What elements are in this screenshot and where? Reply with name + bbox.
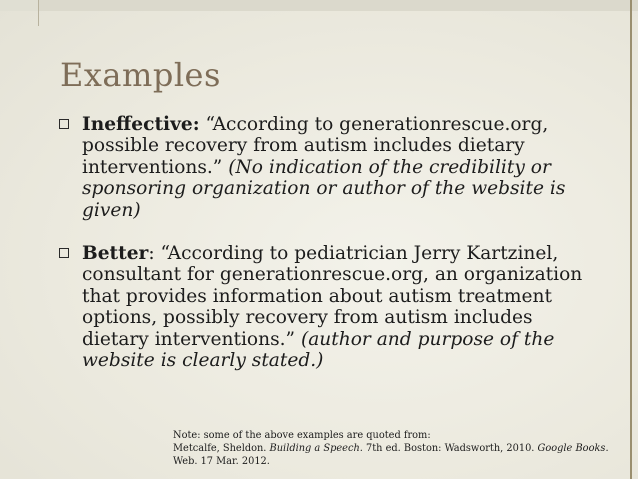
bullet-label: Better (82, 243, 149, 265)
citation-period: . (605, 442, 609, 454)
slide-title: Examples (60, 56, 221, 94)
bullet-label: Ineffective: (82, 114, 200, 135)
hollow-square-icon (59, 248, 69, 258)
note-citation (173, 443, 613, 456)
citation-book-title: Building a Speech (269, 442, 360, 454)
bullet-list (56, 114, 596, 371)
top-decorative-bar-accent (38, 0, 638, 11)
bullet-quote: “According to pediatrician Jerry Kartzinel, consultant for generationrescue.org, an organization that provides information about autism treatment options, possibly recovery from autism includes dietary interventions.” (82, 243, 583, 350)
bullet-comment: (author and purpose of the website is clearly stated.) (82, 328, 555, 372)
bullet-item-better (56, 243, 596, 371)
note-intro: Note: some of the above examples are quoted from: (173, 430, 431, 441)
hollow-square-icon (59, 119, 69, 129)
bullet-item-ineffective (56, 114, 596, 221)
citation-publication: . 7th ed. Boston: Wadsworth, 2010. (359, 442, 538, 454)
citation-source-title: Google Books (537, 442, 606, 454)
right-decorative-border (630, 0, 632, 479)
bullet-comment: (No indication of the credibility or sponsoring organization or author of the website is given) (82, 156, 566, 221)
bullet-label-suffix: : (148, 243, 155, 265)
bullet-quote: “According to generationrescue.org, possible recovery from autism includes dietary interventions.” (82, 114, 549, 178)
left-decorative-rule (38, 0, 39, 26)
source-note (173, 430, 613, 468)
citation-author: Metcalfe, Sheldon. (173, 442, 270, 454)
note-access-date: Web. 17 Mar. 2012. (173, 455, 270, 467)
